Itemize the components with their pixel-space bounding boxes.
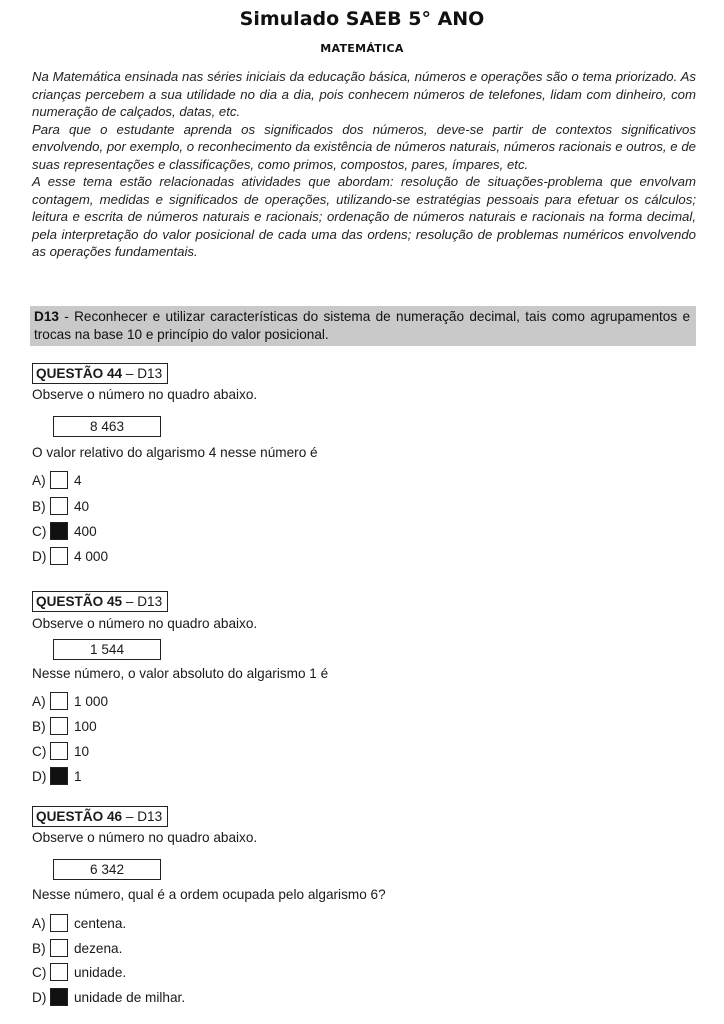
intro-paragraph: Na Matemática ensinada nas séries iniciais da educação básica, números e operações são o tema priorizado. As crianças percebem a sua utilidade no dia a dia, pois conhecem números de telefones, lidam com dinheiro, com numeração de calçados, datas, etc.: [32, 69, 696, 119]
option-letter: D): [32, 990, 47, 1005]
option-text: 40: [74, 499, 90, 514]
question-header: [32, 363, 168, 384]
question-header: [32, 806, 168, 827]
answer-checkbox[interactable]: [50, 914, 68, 932]
option-letter: B): [32, 499, 46, 514]
option-text: 1 000: [74, 694, 109, 709]
descriptor-banner: [30, 306, 696, 346]
question-descriptor: – D13: [122, 594, 163, 609]
answer-checkbox[interactable]: [50, 497, 68, 515]
question-number: QUESTÃO 45: [36, 594, 123, 609]
option-letter: B): [32, 941, 46, 956]
question-prompt: O valor relativo do algarismo 4 nesse número é: [32, 445, 318, 460]
question-instruction: Observe o número no quadro abaixo.: [32, 387, 258, 402]
option-text: 400: [74, 524, 97, 539]
answer-checkbox[interactable]: [50, 692, 68, 710]
answer-checkbox[interactable]: [50, 939, 68, 957]
question-number: QUESTÃO 44: [36, 366, 123, 381]
question-descriptor: – D13: [122, 366, 163, 381]
question-instruction: Observe o número no quadro abaixo.: [32, 830, 258, 845]
answer-checkbox[interactable]: [50, 522, 68, 540]
question-prompt: Nesse número, qual é a ordem ocupada pelo algarismo 6?: [32, 887, 386, 902]
answer-checkbox[interactable]: [50, 988, 68, 1006]
answer-checkbox[interactable]: [50, 767, 68, 785]
number-box: 8 463: [53, 416, 161, 437]
option-letter: D): [32, 549, 47, 564]
page-title: Simulado SAEB 5° ANO: [239, 8, 485, 30]
option-letter: A): [32, 694, 46, 709]
answer-checkbox[interactable]: [50, 963, 68, 981]
question-prompt: Nesse número, o valor absoluto do algarismo 1 é: [32, 666, 329, 681]
answer-checkbox[interactable]: [50, 742, 68, 760]
option-text: 100: [74, 719, 97, 734]
descriptor-text: - Reconhecer e utilizar características do sistema de numeração decimal, tais como agrupamentos e trocas na base 10 e princípio do valor posicional.: [34, 309, 690, 342]
subject-heading: MATEMÁTICA: [320, 42, 404, 55]
answer-checkbox[interactable]: [50, 717, 68, 735]
intro-paragraph: Para que o estudante aprenda os significados dos números, deve-se partir de contextos significativos envolvendo, por exemplo, o reconhecimento da existência de números naturais, números racionais e outros, e de suas representações e classificações, como primos, compostos, pares, ímpares, etc.: [32, 121, 696, 172]
option-text: 4 000: [74, 549, 109, 564]
question-number: QUESTÃO 46: [36, 809, 123, 824]
option-text: unidade.: [74, 965, 127, 980]
answer-checkbox[interactable]: [50, 471, 68, 489]
option-text: unidade de milhar.: [74, 990, 186, 1005]
option-text: 10: [74, 744, 90, 759]
option-letter: C): [32, 965, 47, 980]
option-letter: A): [32, 916, 46, 931]
answer-checkbox[interactable]: [50, 547, 68, 565]
descriptor-code: D13: [34, 309, 59, 324]
option-text: dezena.: [74, 941, 123, 956]
number-box: 1 544: [53, 639, 161, 660]
option-letter: C): [32, 744, 47, 759]
question-descriptor: – D13: [122, 809, 163, 824]
option-letter: D): [32, 769, 47, 784]
option-text: centena.: [74, 916, 127, 931]
question-header: [32, 591, 168, 612]
option-text: 4: [74, 473, 82, 488]
intro-text: [32, 68, 696, 261]
question-instruction: Observe o número no quadro abaixo.: [32, 616, 258, 631]
option-letter: A): [32, 473, 46, 488]
option-text: 1: [74, 769, 82, 784]
option-letter: B): [32, 719, 46, 734]
intro-paragraph: A esse tema estão relacionadas atividades que abordam: resolução de situações-problema que envolvam contagem, medidas e significados de operações, utilizando-se estratégias pessoais para efetuar os cálculos; leitura e escrita de números naturais e racionais; ordenação de números naturais e racionais na forma decimal, pela interpretação do valor posicional de cada uma das ordens; resolução de problemas numéricos envolvendo as operações fundamentais.: [32, 174, 696, 259]
number-box: 6 342: [53, 859, 161, 880]
option-letter: C): [32, 524, 47, 539]
